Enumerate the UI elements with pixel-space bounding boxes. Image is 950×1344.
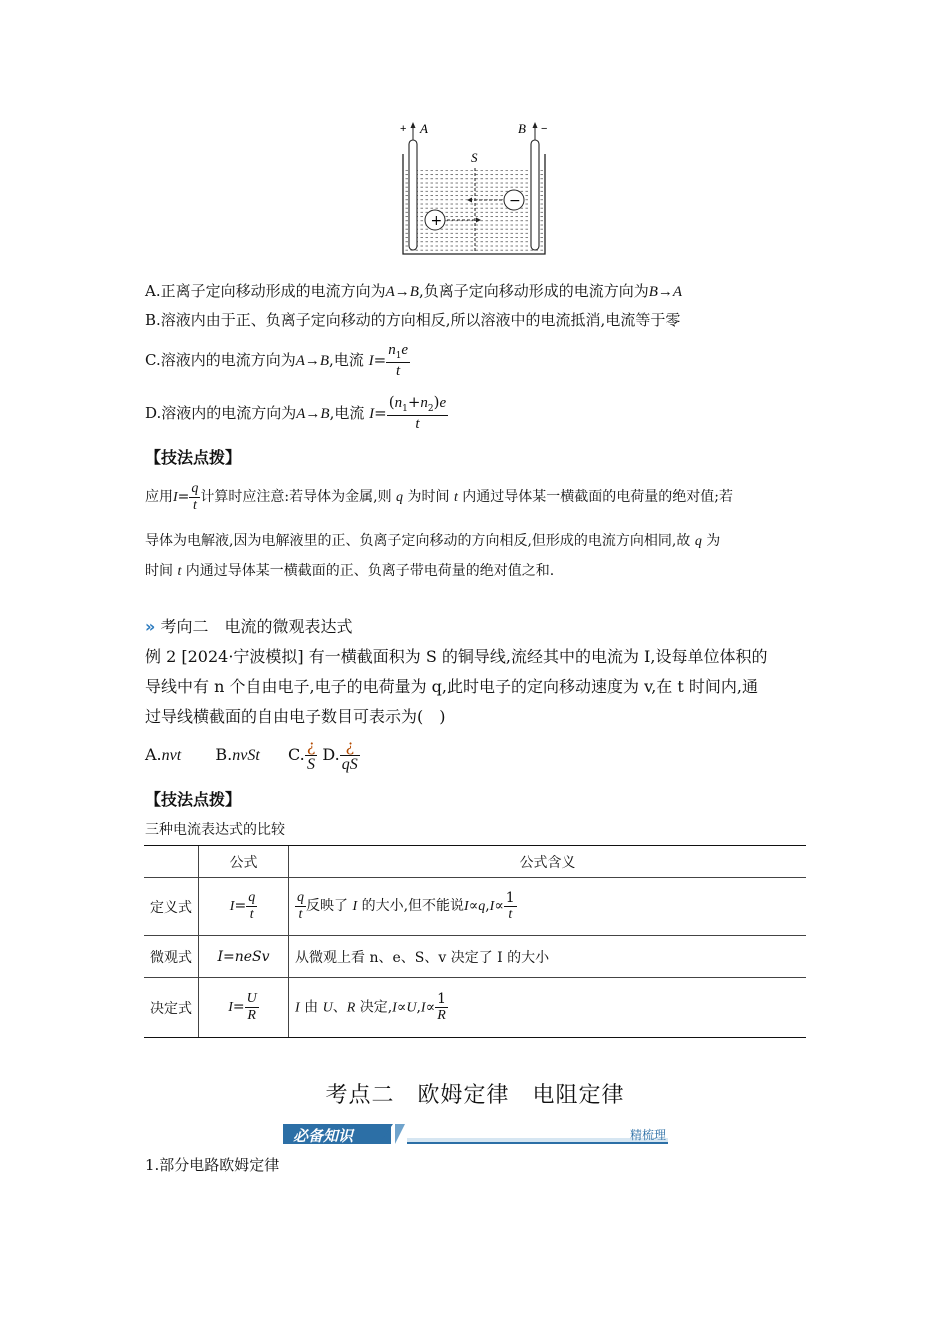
section2-title: » 考向二 电流的微观表达式 — [145, 617, 353, 636]
electrode-a-label: A — [420, 121, 428, 136]
tip1-line1: 应用I= $\frac{q}{t}$ 计算时应注意:若导体为金属,则 q 为时间 t 内通过导体某一横截面的电荷量的绝对值;若 — [145, 480, 733, 513]
example2-line3: 过导线横截面的自由电子数目可表示为( ) — [145, 707, 446, 726]
option-d[interactable]: D.溶液内的电流方向为A→B,电流 I= $\frac{(n_1+n_2)e}{t}$ — [145, 393, 447, 432]
row-meaning: $\frac{q}{t}$ 反映了 I 的大小,但不能说I∝q,I∝ $\frac{1}{t}$ — [289, 878, 807, 936]
tip1-line2: 导体为电解液,因为电解液里的正、负离子定向移动的方向相反,但形成的电流方向相同,故 q 为 — [145, 533, 721, 549]
table-row — [144, 878, 806, 936]
example2-line2: 导线中有 n 个自由电子,电子的电荷量为 q,此时电子的定向移动速度为 v,在 t 时间内,通 — [145, 677, 758, 696]
svg-text:−: − — [509, 193, 521, 209]
svg-text:+: + — [430, 213, 443, 229]
knowledge-banner — [283, 1124, 668, 1144]
example2-options — [145, 735, 360, 776]
row-meaning: 从微观上看 n、e、S、v 决定了 I 的大小 — [289, 936, 807, 978]
formula-n1n2e-over-t: $\frac{(n_1+n_2)e}{t}$ — [388, 393, 447, 432]
row-name: 决定式 — [144, 978, 199, 1038]
plus-terminal-label: + — [400, 123, 407, 135]
section3-title: 考点二 欧姆定律 电阻定律 — [325, 1083, 625, 1108]
section-s-label: S — [471, 150, 478, 165]
row-formula: I= $\frac{U}{R}$ — [199, 978, 289, 1038]
formula-n1e-over-t: $\frac{n_1e}{t}$ — [388, 342, 409, 379]
banner-right-label: 精梳理 — [629, 1128, 666, 1142]
row-formula: I=neSv — [199, 936, 289, 978]
table-caption: 三种电流表达式的比较 — [145, 822, 285, 838]
minus-terminal-label: − — [541, 123, 548, 135]
table-header-row — [144, 846, 806, 878]
table-row — [144, 936, 806, 978]
item-1-heading: 1.部分电路欧姆定律 — [145, 1156, 280, 1174]
row-formula: I= $\frac{q}{t}$ — [199, 878, 289, 936]
option-c[interactable]: C.溶液内的电流方向为A→B,电流 I= $\frac{n_1e}{t}$ — [145, 342, 409, 379]
row-meaning: I 由 U、R 决定,I∝U,I∝ $\frac{1}{R}$ — [289, 978, 807, 1038]
formula-comparison-table — [144, 845, 806, 1038]
ex2-option-b[interactable]: B.nvSt — [215, 745, 260, 764]
row-name: 微观式 — [144, 936, 199, 978]
ex2-option-a[interactable]: A.nvt — [145, 745, 182, 764]
header-meaning: 公式含义 — [289, 846, 807, 878]
header-formula: 公式 — [199, 846, 289, 878]
electrolysis-figure — [395, 118, 555, 258]
tip1-heading: 【技法点拨】 — [145, 448, 242, 467]
option-a[interactable]: A.正离子定向移动形成的电流方向为A→B,负离子定向移动形成的电流方向为B→A — [145, 282, 683, 300]
row-name: 定义式 — [144, 878, 199, 936]
table-row — [144, 978, 806, 1038]
tip1-line3: 时间 t 内通过导体某一横截面的正、负离子带电荷量的绝对值之和. — [145, 563, 555, 579]
tip2-heading: 【技法点拨】 — [145, 790, 242, 809]
example2-line1: 例 2 [2024·宁波模拟] 有一横截面积为 S 的铜导线,流经其中的电流为 I,设每单位体积的 — [145, 647, 768, 666]
electrode-b-label: B — [518, 121, 526, 136]
ex2-option-d[interactable]: D. $\frac{¿}{qS}$ — [322, 735, 358, 773]
option-b[interactable]: B.溶液内由于正、负离子定向移动的方向相反,所以溶液中的电流抵消,电流等于零 — [145, 311, 681, 329]
banner-left-label: 必备知识 — [293, 1127, 354, 1145]
ex2-option-c[interactable]: C. $\frac{¿}{S}$ — [287, 735, 316, 773]
double-chevron-icon: » — [145, 617, 156, 636]
